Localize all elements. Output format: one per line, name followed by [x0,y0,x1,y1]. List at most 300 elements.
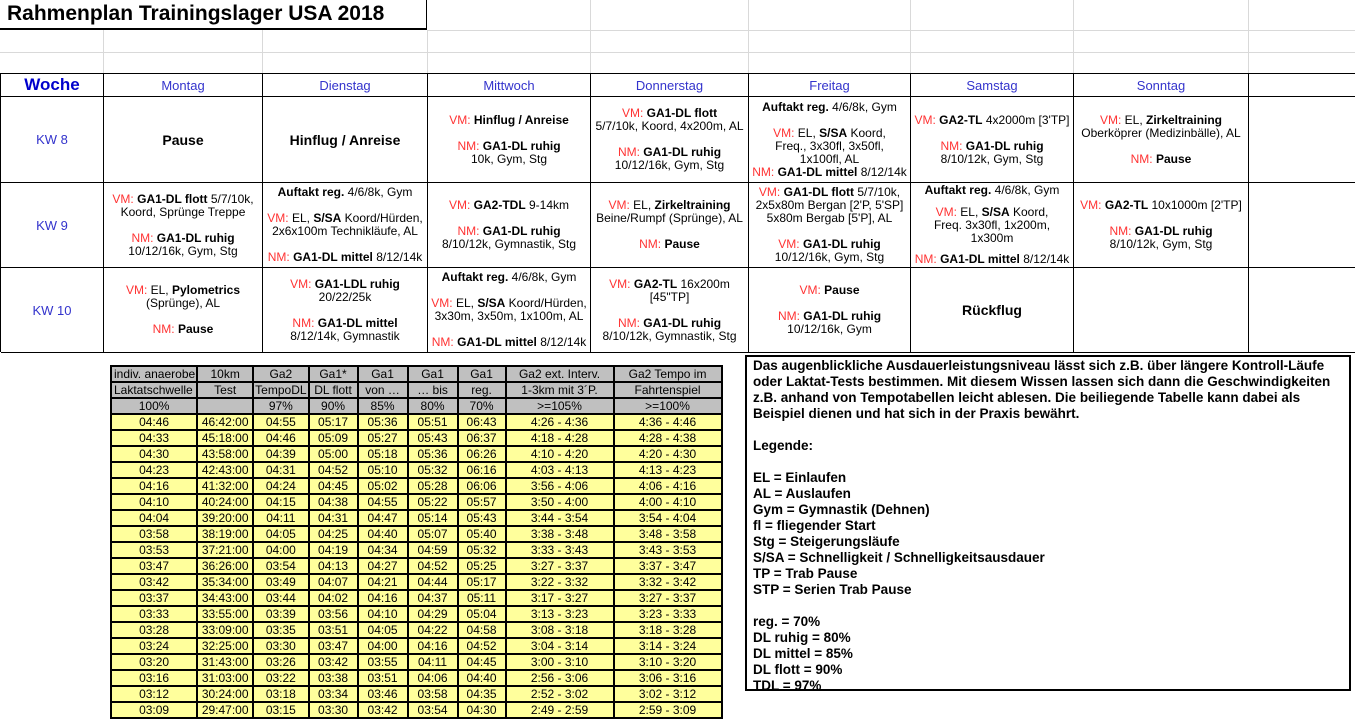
pace-cell[interactable]: 3:10 - 3:20 [614,654,722,670]
text-segment: GA1-DL flott [137,191,208,206]
pace-cell[interactable]: 4:13 - 4:23 [614,462,722,478]
pace-cell[interactable]: 04:27 [358,558,408,574]
pace-cell[interactable]: 04:37 [408,590,458,606]
pace-cell[interactable]: 3:43 - 3:53 [614,542,722,558]
pace-cell[interactable]: 3:04 - 3:14 [506,638,614,654]
pace-cell[interactable]: 05:09 [309,430,358,446]
pace-cell[interactable]: 3:08 - 3:18 [506,622,614,638]
text-segment: NM: [617,145,640,159]
pace-cell[interactable]: 04:21 [358,574,408,590]
pace-cell[interactable]: 33:09:00 [197,622,253,638]
text-segment: GA2-TDL [473,198,526,212]
pace-cell[interactable]: 05:00 [309,446,358,462]
cell-kw-8-donnerstag[interactable] [591,97,749,183]
pace-cell[interactable]: 3:23 - 3:33 [614,606,722,622]
pace-cell[interactable]: 34:43:00 [197,590,253,606]
pace-cell[interactable]: 03:20 [111,654,197,670]
pace-cell[interactable]: 03:42 [111,574,197,590]
pace-cell[interactable]: 04:55 [253,414,308,430]
day-header-dienstag[interactable]: Dienstag [263,74,428,97]
pace-cell[interactable]: 3:17 - 3:27 [506,590,614,606]
pace-cell[interactable]: 05:40 [458,526,506,542]
pace-cell[interactable]: 3:37 - 3:47 [614,558,722,574]
cell-kw-8-dienstag[interactable] [263,97,428,183]
pace-cell[interactable]: 3:06 - 3:16 [614,670,722,686]
text-segment: 5x80m Bergab [5'P], AL [766,211,893,225]
gridline [262,30,263,73]
pace-cell[interactable]: 05:32 [408,462,458,478]
pace-cell[interactable]: 3:33 - 3:43 [506,542,614,558]
pace-cell[interactable]: 04:58 [458,622,506,638]
text-segment: 2x6x100m Technikläufe, AL [272,224,418,238]
pace-cell[interactable]: 4:18 - 4:28 [506,430,614,446]
pace-header-cell[interactable]: reg. [458,382,506,398]
pace-cell[interactable]: 04:31 [309,510,358,526]
pace-cell[interactable]: 03:44 [253,590,308,606]
pace-cell[interactable]: 45:18:00 [197,430,253,446]
pace-cell[interactable]: 04:11 [408,654,458,670]
pace-cell[interactable]: 03:56 [309,606,358,622]
day-header-samstag[interactable]: Samstag [911,74,1074,97]
schedule-line [1077,238,1245,251]
text-segment: Pause [1155,151,1192,166]
pace-cell[interactable]: 03:26 [253,654,308,670]
woche-header[interactable]: Woche [1,74,104,97]
pace-cell[interactable]: 03:54 [253,558,308,574]
schedule-line [594,159,745,172]
pace-cell[interactable]: 04:07 [309,574,358,590]
schedule-line [594,330,745,343]
pace-cell[interactable]: 4:10 - 4:20 [506,446,614,462]
pace-cell[interactable]: 04:06 [408,670,458,686]
cell-kw-9-sonntag[interactable] [1074,183,1249,268]
pace-cell[interactable]: 04:29 [408,606,458,622]
cell-kw-10-freitag[interactable] [749,268,911,353]
cell-kw-10-samstag[interactable] [911,268,1074,353]
text-segment: Koord, [1009,204,1049,219]
pace-cell[interactable]: 06:37 [458,430,506,446]
pace-row [111,510,722,526]
pace-cell[interactable]: 3:38 - 3:48 [506,526,614,542]
pace-cell[interactable]: 04:39 [253,446,308,462]
pace-cell[interactable]: 04:00 [253,542,308,558]
cell-kw-10-donnerstag[interactable] [591,268,749,353]
pace-cell[interactable]: 03:47 [309,638,358,654]
page-title[interactable]: Rahmenplan Trainingslager USA 2018 [0,0,427,30]
text-segment: VM: [935,204,957,219]
pace-header-cell[interactable]: 1-3km mit 3´P. [506,382,614,398]
pace-cell[interactable]: 03:46 [358,686,408,702]
pace-cell[interactable]: 04:13 [309,558,358,574]
pace-cell[interactable]: 03:28 [111,622,197,638]
pace-row [111,590,722,606]
pace-cell[interactable]: 3:02 - 3:12 [614,686,722,702]
pace-cell[interactable]: 03:58 [111,526,197,542]
cell-kw-8-mittwoch[interactable] [428,97,591,183]
pace-cell[interactable]: 04:52 [458,638,506,654]
pace-cell[interactable]: 03:22 [253,670,308,686]
cell-kw-10-dienstag[interactable] [263,268,428,353]
cell-kw-8-samstag[interactable] [911,97,1074,183]
pace-cell[interactable]: 03:55 [358,654,408,670]
pace-cell[interactable]: 3:27 - 3:37 [506,558,614,574]
pace-cell[interactable]: 03:53 [111,542,197,558]
pace-header-cell[interactable]: 85% [358,398,408,414]
pace-cell[interactable]: 06:06 [458,478,506,494]
text-segment: EL, [629,198,655,212]
pace-cell[interactable]: 04:16 [111,478,197,494]
pace-cell[interactable]: 04:30 [111,446,197,462]
gridline [1248,0,1249,73]
pace-cell[interactable]: 04:30 [458,702,506,718]
pace-cell[interactable]: 3:18 - 3:28 [614,622,722,638]
pace-cell[interactable]: 04:05 [358,622,408,638]
pace-cell[interactable]: 06:16 [458,462,506,478]
pace-cell[interactable]: 03:35 [253,622,308,638]
pace-cell[interactable]: 05:43 [458,510,506,526]
pace-cell[interactable]: 3:27 - 3:37 [614,590,722,606]
pace-cell[interactable]: 3:00 - 3:10 [506,654,614,670]
pace-row [111,606,722,622]
pace-cell[interactable]: 06:26 [458,446,506,462]
pace-cell[interactable]: 04:33 [111,430,197,446]
pace-cell[interactable]: 03:34 [309,686,358,702]
cell-kw-8-montag[interactable] [104,97,263,183]
pace-cell[interactable]: 05:02 [358,478,408,494]
text-segment: Freq. 3x30fl, 1x200m, 1x300m [933,217,1051,245]
pace-cell[interactable]: 03:16 [111,670,197,686]
text-segment: NM: [1109,224,1132,238]
pace-cell[interactable]: 05:57 [458,494,506,510]
pace-cell[interactable]: 05:11 [458,590,506,606]
pace-cell[interactable]: 3:48 - 3:58 [614,526,722,542]
cell-kw-9-freitag[interactable] [749,183,911,268]
pace-cell[interactable]: 40:24:00 [197,494,253,510]
day-header-freitag[interactable]: Freitag [749,74,911,97]
cell-kw-10-mittwoch[interactable] [428,268,591,353]
pace-header-cell[interactable]: >=105% [506,398,614,414]
pace-cell[interactable]: 3:13 - 3:23 [506,606,614,622]
pace-cell[interactable]: 3:44 - 3:54 [506,510,614,526]
pace-cell[interactable]: 05:10 [358,462,408,478]
text-segment: NM: [752,164,775,179]
pace-cell[interactable]: 03:51 [358,670,408,686]
cell-kw-9-mittwoch[interactable] [428,183,591,268]
pace-cell[interactable]: 03:38 [309,670,358,686]
text-segment: NM: [940,138,963,153]
pace-cell[interactable]: 04:40 [358,526,408,542]
pace-cell[interactable]: 3:56 - 4:06 [506,478,614,494]
pace-cell[interactable]: 32:25:00 [197,638,253,654]
pace-cell[interactable]: 04:10 [111,494,197,510]
text-segment: Zirkeltraining [1146,112,1223,127]
schedule-line [752,251,907,264]
pace-header-cell[interactable]: von … [358,382,408,398]
pace-header-cell[interactable]: 10km [197,366,253,382]
text-segment: NM: [617,315,640,330]
day-header-donnerstag[interactable]: Donnerstag [591,74,749,97]
pace-cell[interactable]: 03:58 [408,686,458,702]
pace-header-cell[interactable]: Fahrtenspiel [614,382,722,398]
pace-cell[interactable]: 04:59 [408,542,458,558]
text-segment: Pause [664,237,700,251]
schedule-line [752,323,907,336]
pace-header-cell[interactable]: … bis [408,382,458,398]
pace-cell[interactable]: 04:04 [111,510,197,526]
pace-cell[interactable]: 04:22 [408,622,458,638]
text-segment: 4/6/8k, Gym [828,99,897,114]
pace-cell[interactable]: 05:25 [458,558,506,574]
text-segment: 10/12/16k, Gym [787,322,872,336]
pace-header-cell[interactable]: Ga1 [458,366,506,382]
pace-cell[interactable]: 03:37 [111,590,197,606]
gridline [103,30,104,73]
text-segment: Beine/Rumpf (Sprünge), AL [596,211,743,225]
text-segment: Pause [177,322,214,336]
pace-cell[interactable]: 05:14 [408,510,458,526]
text-segment: 4/6/8k, Gym [508,270,577,284]
pace-cell[interactable]: 05:28 [408,478,458,494]
pace-cell[interactable]: 03:42 [309,654,358,670]
text-segment: 8/12/14k [536,335,587,349]
pace-cell[interactable]: 31:03:00 [197,670,253,686]
pace-cell[interactable]: 31:43:00 [197,654,253,670]
pace-cell[interactable]: 04:24 [253,478,308,494]
pace-row [111,446,722,462]
pace-header-cell[interactable] [197,398,253,414]
pace-cell[interactable]: 43:58:00 [197,446,253,462]
pace-cell[interactable]: 06:43 [458,414,506,430]
pace-cell[interactable]: 05:17 [309,414,358,430]
pace-cell[interactable]: 04:52 [309,462,358,478]
pace-header-cell[interactable]: Ga2 ext. Interv. [506,366,614,382]
pace-cell[interactable]: 03:30 [309,702,358,718]
pace-header-cell[interactable]: Test [197,382,253,398]
text-segment: VM: [778,237,800,251]
text-segment: GA1-DL mittel [293,250,373,264]
day-header-sonntag[interactable]: Sonntag [1074,74,1249,97]
pace-header-cell[interactable]: TempoDL [255,383,307,397]
cell-kw-8-extra[interactable] [1249,97,1355,183]
pace-cell[interactable]: 05:17 [458,574,506,590]
pace-cell[interactable]: 39:20:00 [197,510,253,526]
pace-cell[interactable]: 04:52 [408,558,458,574]
pace-cell[interactable]: 03:12 [111,686,197,702]
pace-header-cell[interactable]: indiv. anaerobe [111,366,197,382]
pace-header-cell[interactable]: 97% [253,398,308,414]
schedule-line [914,153,1070,166]
pace-cell[interactable]: 05:18 [358,446,408,462]
text-segment: NM: [457,224,480,238]
text-segment: Koord, Sprünge Treppe [120,204,246,219]
pace-cell[interactable]: 37:21:00 [197,542,253,558]
pace-cell[interactable]: 04:05 [253,526,308,542]
schedule-grid [0,73,1355,352]
pace-header-cell[interactable]: 100% [111,398,197,414]
rate-list [753,614,1343,694]
pace-cell[interactable]: 03:18 [253,686,308,702]
text-segment: Auftakt reg. [441,270,509,284]
cell-kw-9-montag[interactable] [104,183,263,268]
pace-cell[interactable]: 04:35 [458,686,506,702]
pace-cell[interactable]: 04:34 [358,542,408,558]
text-segment: VM: [758,185,781,199]
pace-cell[interactable]: 04:40 [458,670,506,686]
pace-cell[interactable]: 05:43 [408,430,458,446]
text-segment: 10k, Gym, Stg [470,151,548,166]
pace-header-cell[interactable]: DL flott [309,382,358,398]
schedule-line [914,219,1070,245]
cell-kw-8-sonntag[interactable] [1074,97,1249,183]
pace-cell[interactable]: 05:36 [408,446,458,462]
week-label-kw-9[interactable]: KW 9 [1,183,104,268]
pace-cell[interactable]: 04:46 [253,430,308,446]
pace-cell[interactable]: 04:55 [358,494,408,510]
pace-cell[interactable]: 33:55:00 [197,606,253,622]
pace-cell[interactable]: 4:28 - 4:38 [614,430,722,446]
pace-header-cell[interactable]: 70% [458,398,506,414]
schedule-line [107,323,259,336]
text-segment: 16x200m [677,276,730,291]
schedule-line [431,336,587,349]
pace-header-cell[interactable]: Ga1 [358,366,408,382]
pace-cell[interactable]: 03:24 [111,638,197,654]
text-segment: 20/22/25k [318,289,372,304]
pace-cell[interactable]: 03:30 [253,638,308,654]
pace-cell[interactable]: 03:51 [309,622,358,638]
pace-cell[interactable]: 2:52 - 3:02 [506,686,614,702]
text-segment: GA1-DL ruhig [965,138,1044,153]
pace-cell[interactable]: 04:02 [309,590,358,606]
pace-cell[interactable]: 03:47 [111,558,197,574]
pace-cell[interactable]: 03:09 [111,702,197,718]
schedule-line [107,206,259,219]
pace-cell[interactable]: 4:26 - 4:36 [506,414,614,430]
pace-header-cell[interactable]: Ga1* [309,366,358,382]
schedule-line [107,132,259,148]
pace-cell[interactable]: 04:45 [309,478,358,494]
pace-header-cell[interactable]: Ga1 [408,366,458,382]
day-header-montag[interactable]: Montag [104,74,263,97]
day-header-mittwoch[interactable]: Mittwoch [428,74,591,97]
pace-cell[interactable]: 3:50 - 4:00 [506,494,614,510]
pace-cell[interactable]: 4:03 - 4:13 [506,462,614,478]
cell-kw-8-freitag[interactable] [749,97,911,183]
pace-cell[interactable]: 4:00 - 4:10 [614,494,722,510]
cell-kw-10-montag[interactable] [104,268,263,353]
text-segment: 3x30m, 3x50m, 1x100m, AL [434,309,584,323]
cell-kw-10-sonntag[interactable] [1074,268,1249,353]
cell-kw-9-donnerstag[interactable] [591,183,749,268]
cell-kw-9-samstag[interactable] [911,183,1074,268]
schedule-line [266,225,424,238]
pace-cell[interactable]: 3:32 - 3:42 [614,574,722,590]
pace-cell[interactable]: 04:44 [408,574,458,590]
pace-cell[interactable]: 04:47 [358,510,408,526]
schedule-line [752,101,907,114]
text-segment: GA1-DL ruhig [156,230,235,245]
week-label-kw-8[interactable]: KW 8 [1,97,104,183]
cell-kw-9-extra[interactable] [1249,183,1355,268]
pace-cell[interactable]: 05:32 [458,542,506,558]
day-header-extra[interactable] [1249,74,1355,97]
pace-cell[interactable]: 04:15 [253,494,308,510]
pace-cell[interactable]: 04:38 [309,494,358,510]
pace-header-cell[interactable]: Ga2 [253,366,308,382]
pace-header-cell[interactable]: >=100% [614,398,722,414]
pace-cell[interactable]: 03:49 [253,574,308,590]
pace-cell[interactable]: 42:43:00 [197,462,253,478]
pace-cell[interactable]: 04:16 [408,638,458,654]
schedule-line [914,302,1070,318]
cell-kw-9-dienstag[interactable] [263,183,428,268]
pace-header-cell[interactable]: 90% [309,398,358,414]
pace-cell[interactable]: 3:22 - 3:32 [506,574,614,590]
pace-cell[interactable]: 04:25 [309,526,358,542]
pace-cell[interactable]: 04:31 [253,462,308,478]
pace-cell[interactable]: 05:51 [408,414,458,430]
pace-cell[interactable]: 38:19:00 [197,526,253,542]
pace-cell[interactable]: 29:47:00 [197,702,253,718]
pace-cell[interactable]: 4:36 - 4:46 [614,414,722,430]
pace-cell[interactable]: 4:06 - 4:16 [614,478,722,494]
pace-cell[interactable]: 04:19 [309,542,358,558]
pace-cell[interactable]: 03:42 [358,702,408,718]
pace-cell[interactable]: 03:15 [253,702,308,718]
pace-cell[interactable]: 05:27 [358,430,408,446]
pace-cell[interactable]: 05:22 [408,494,458,510]
pace-cell[interactable]: 4:20 - 4:30 [614,446,722,462]
cell-kw-10-extra[interactable] [1249,268,1355,353]
pace-cell[interactable]: 04:10 [358,606,408,622]
pace-cell[interactable]: 05:04 [458,606,506,622]
pace-header-cell[interactable]: 80% [408,398,458,414]
pace-cell[interactable]: 30:24:00 [197,686,253,702]
pace-cell[interactable]: 04:11 [253,510,308,526]
pace-cell[interactable]: 04:45 [458,654,506,670]
pace-cell[interactable]: 3:54 - 4:04 [614,510,722,526]
pace-cell[interactable]: 2:49 - 2:59 [506,702,614,718]
pace-header-cell[interactable]: Laktatschwelle [111,382,197,398]
pace-cell[interactable]: 04:00 [358,638,408,654]
pace-cell[interactable]: 36:26:00 [197,558,253,574]
schedule-line [594,120,745,133]
pace-cell[interactable]: 3:14 - 3:24 [614,638,722,654]
week-label-kw-10[interactable]: KW 10 [1,268,104,353]
pace-cell[interactable]: 41:32:00 [197,478,253,494]
pace-row [111,670,722,686]
pace-cell[interactable]: 04:46 [111,414,197,430]
pace-row [111,462,722,478]
pace-cell[interactable]: 2:56 - 3:06 [506,670,614,686]
pace-cell[interactable]: 05:07 [408,526,458,542]
pace-header-cell[interactable]: Ga2 Tempo im [614,366,722,382]
text-segment: Pylometrics [171,283,241,297]
text-segment: 8/12/14k, Gymnastik [290,328,400,343]
pace-cell[interactable]: 35:34:00 [197,574,253,590]
pace-cell[interactable]: 46:42:00 [197,414,253,430]
pace-cell[interactable]: 03:54 [408,702,458,718]
pace-cell[interactable]: 03:39 [253,606,308,622]
pace-cell[interactable]: 04:23 [111,462,197,478]
pace-cell[interactable]: 05:36 [358,414,408,430]
text-segment: Koord, [847,125,886,140]
text-segment: 8/12/14k [857,164,907,179]
pace-cell[interactable]: 2:59 - 3:09 [614,702,722,718]
pace-cell[interactable]: 03:33 [111,606,197,622]
pace-cell[interactable]: 04:16 [358,590,408,606]
text-segment: 2x5x80m Bergan [2'P, 5'SP] [755,198,904,212]
